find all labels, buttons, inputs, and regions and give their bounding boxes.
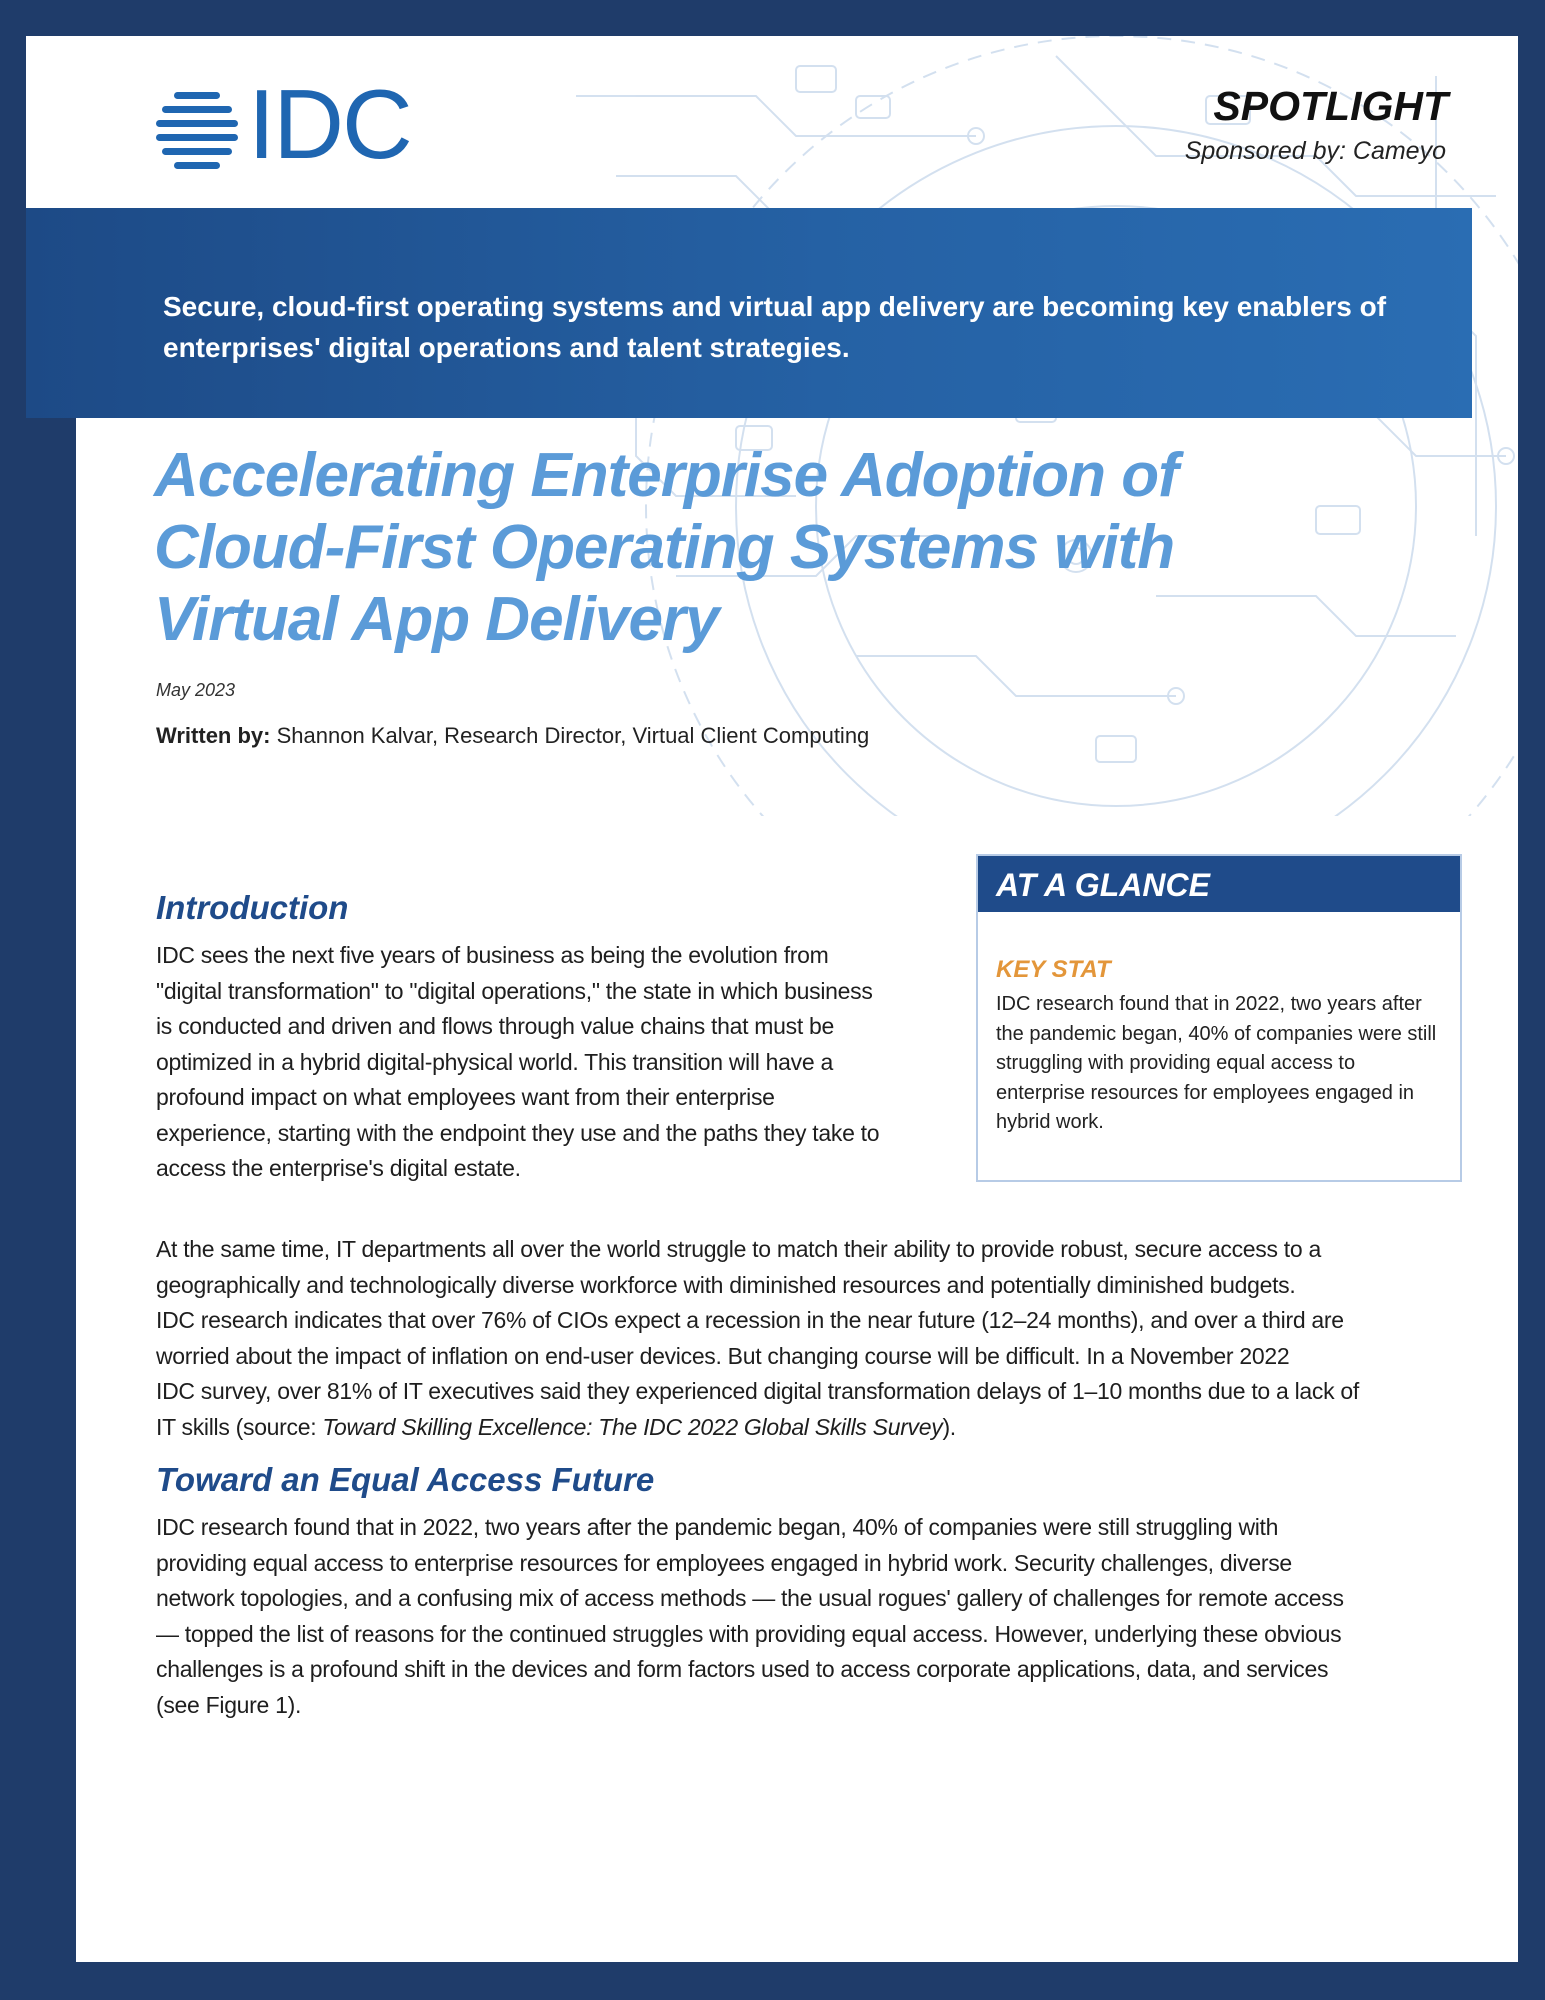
key-stat-text: IDC research found that in 2022, two years after the pandemic began, 40% of companies were still struggling with providing equal access to enterprise resources for employees engaged in hybrid work. <box>996 993 1437 1133</box>
text-line: challenges is a profound shift in the devices and form factors used to access corporate applications, data, and services <box>156 1656 1329 1682</box>
text-line: network topologies, and a confusing mix of access methods — the usual rogues' gallery of challenges for remote access <box>156 1585 1344 1611</box>
sponsor-line: Sponsored by: Cameyo <box>1184 137 1446 165</box>
text-line <box>156 1410 1359 1446</box>
text-line: (see Figure 1). <box>156 1691 302 1718</box>
text-line: At the same time, IT departments all over the world struggle to match their ability to provide robust, secure access to a <box>156 1236 1321 1262</box>
text-line: access the enterprise's digital estate. <box>156 1155 521 1181</box>
text-line: "digital transformation" to "digital operations," the state in which business <box>156 977 873 1004</box>
author-label: Written by: <box>156 723 271 748</box>
text-line: IDC research found that in 2022, two years after the pandemic began, 40% of companies were still struggling with <box>156 1514 1279 1540</box>
key-stat-label: KEY STAT <box>996 956 1111 983</box>
text-line: geographically and technologically diverse workforce with diminished resources and potentially diminished budgets. <box>156 1271 1296 1298</box>
equal-access-paragraph <box>156 1510 1344 1723</box>
source-title: Toward Skilling Excellence: The IDC 2022 Global Skills Survey <box>322 1413 943 1440</box>
source-prefix: IT skills (source: <box>156 1413 323 1440</box>
introduction-paragraph-1 <box>156 938 879 1187</box>
logo-wordmark: IDC <box>248 69 411 179</box>
text-line: is conducted and driven and flows through value chains that must be <box>156 1013 834 1039</box>
idc-logo <box>156 69 456 179</box>
text-line: IDC sees the next five years of business as being the evolution from <box>156 942 829 968</box>
title-line-1: Accelerating Enterprise Adoption of <box>154 441 1178 510</box>
at-a-glance-header <box>978 856 1460 912</box>
summary-banner-text: Secure, cloud-first operating systems and virtual app delivery are becoming key enablers of enterprises' digital operations and talent strategies. <box>163 291 1387 363</box>
introduction-heading: Introduction <box>156 889 349 926</box>
text-line: IDC research indicates that over 76% of CIOs expect a recession in the near future (12–24 months), and over a third are <box>156 1307 1344 1333</box>
publication-date: May 2023 <box>156 680 236 700</box>
title-line-2: Cloud-First Operating Systems with <box>154 513 1175 582</box>
author-value: Shannon Kalvar, Research Director, Virtual Client Computing <box>276 723 870 748</box>
text-line: experience, starting with the endpoint they use and the paths they take to <box>156 1119 880 1146</box>
at-a-glance-title: AT A GLANCE <box>996 867 1210 903</box>
document-page <box>26 36 1518 1962</box>
at-a-glance-box <box>976 854 1462 1182</box>
left-frame-bar <box>26 208 76 1962</box>
title-line-3: Virtual App Delivery <box>154 585 719 654</box>
source-suffix: ). <box>942 1413 956 1440</box>
page-title <box>154 440 1254 656</box>
text-line: optimized in a hybrid digital-physical world. This transition will have a <box>156 1048 833 1075</box>
introduction-paragraph-2 <box>156 1232 1359 1445</box>
text-line: worried about the impact of inflation on end-user devices. But changing course will be difficult. In a November 2022 <box>156 1342 1290 1369</box>
text-line: — topped the list of reasons for the continued struggles with providing equal access. However, underlying these obvious <box>156 1620 1342 1647</box>
text-line: providing equal access to enterprise resources for employees engaged in hybrid work. Security challenges, diverse <box>156 1549 1292 1576</box>
spotlight-label: SPOTLIGHT <box>1213 83 1448 129</box>
author-line <box>156 722 869 750</box>
equal-access-heading: Toward an Equal Access Future <box>156 1461 655 1498</box>
text-line: IDC survey, over 81% of IT executives said they experienced digital transformation delays of 1–10 months due to a lack of <box>156 1378 1359 1404</box>
idc-globe-icon <box>156 92 238 170</box>
text-line: profound impact on what employees want from their enterprise <box>156 1084 775 1110</box>
